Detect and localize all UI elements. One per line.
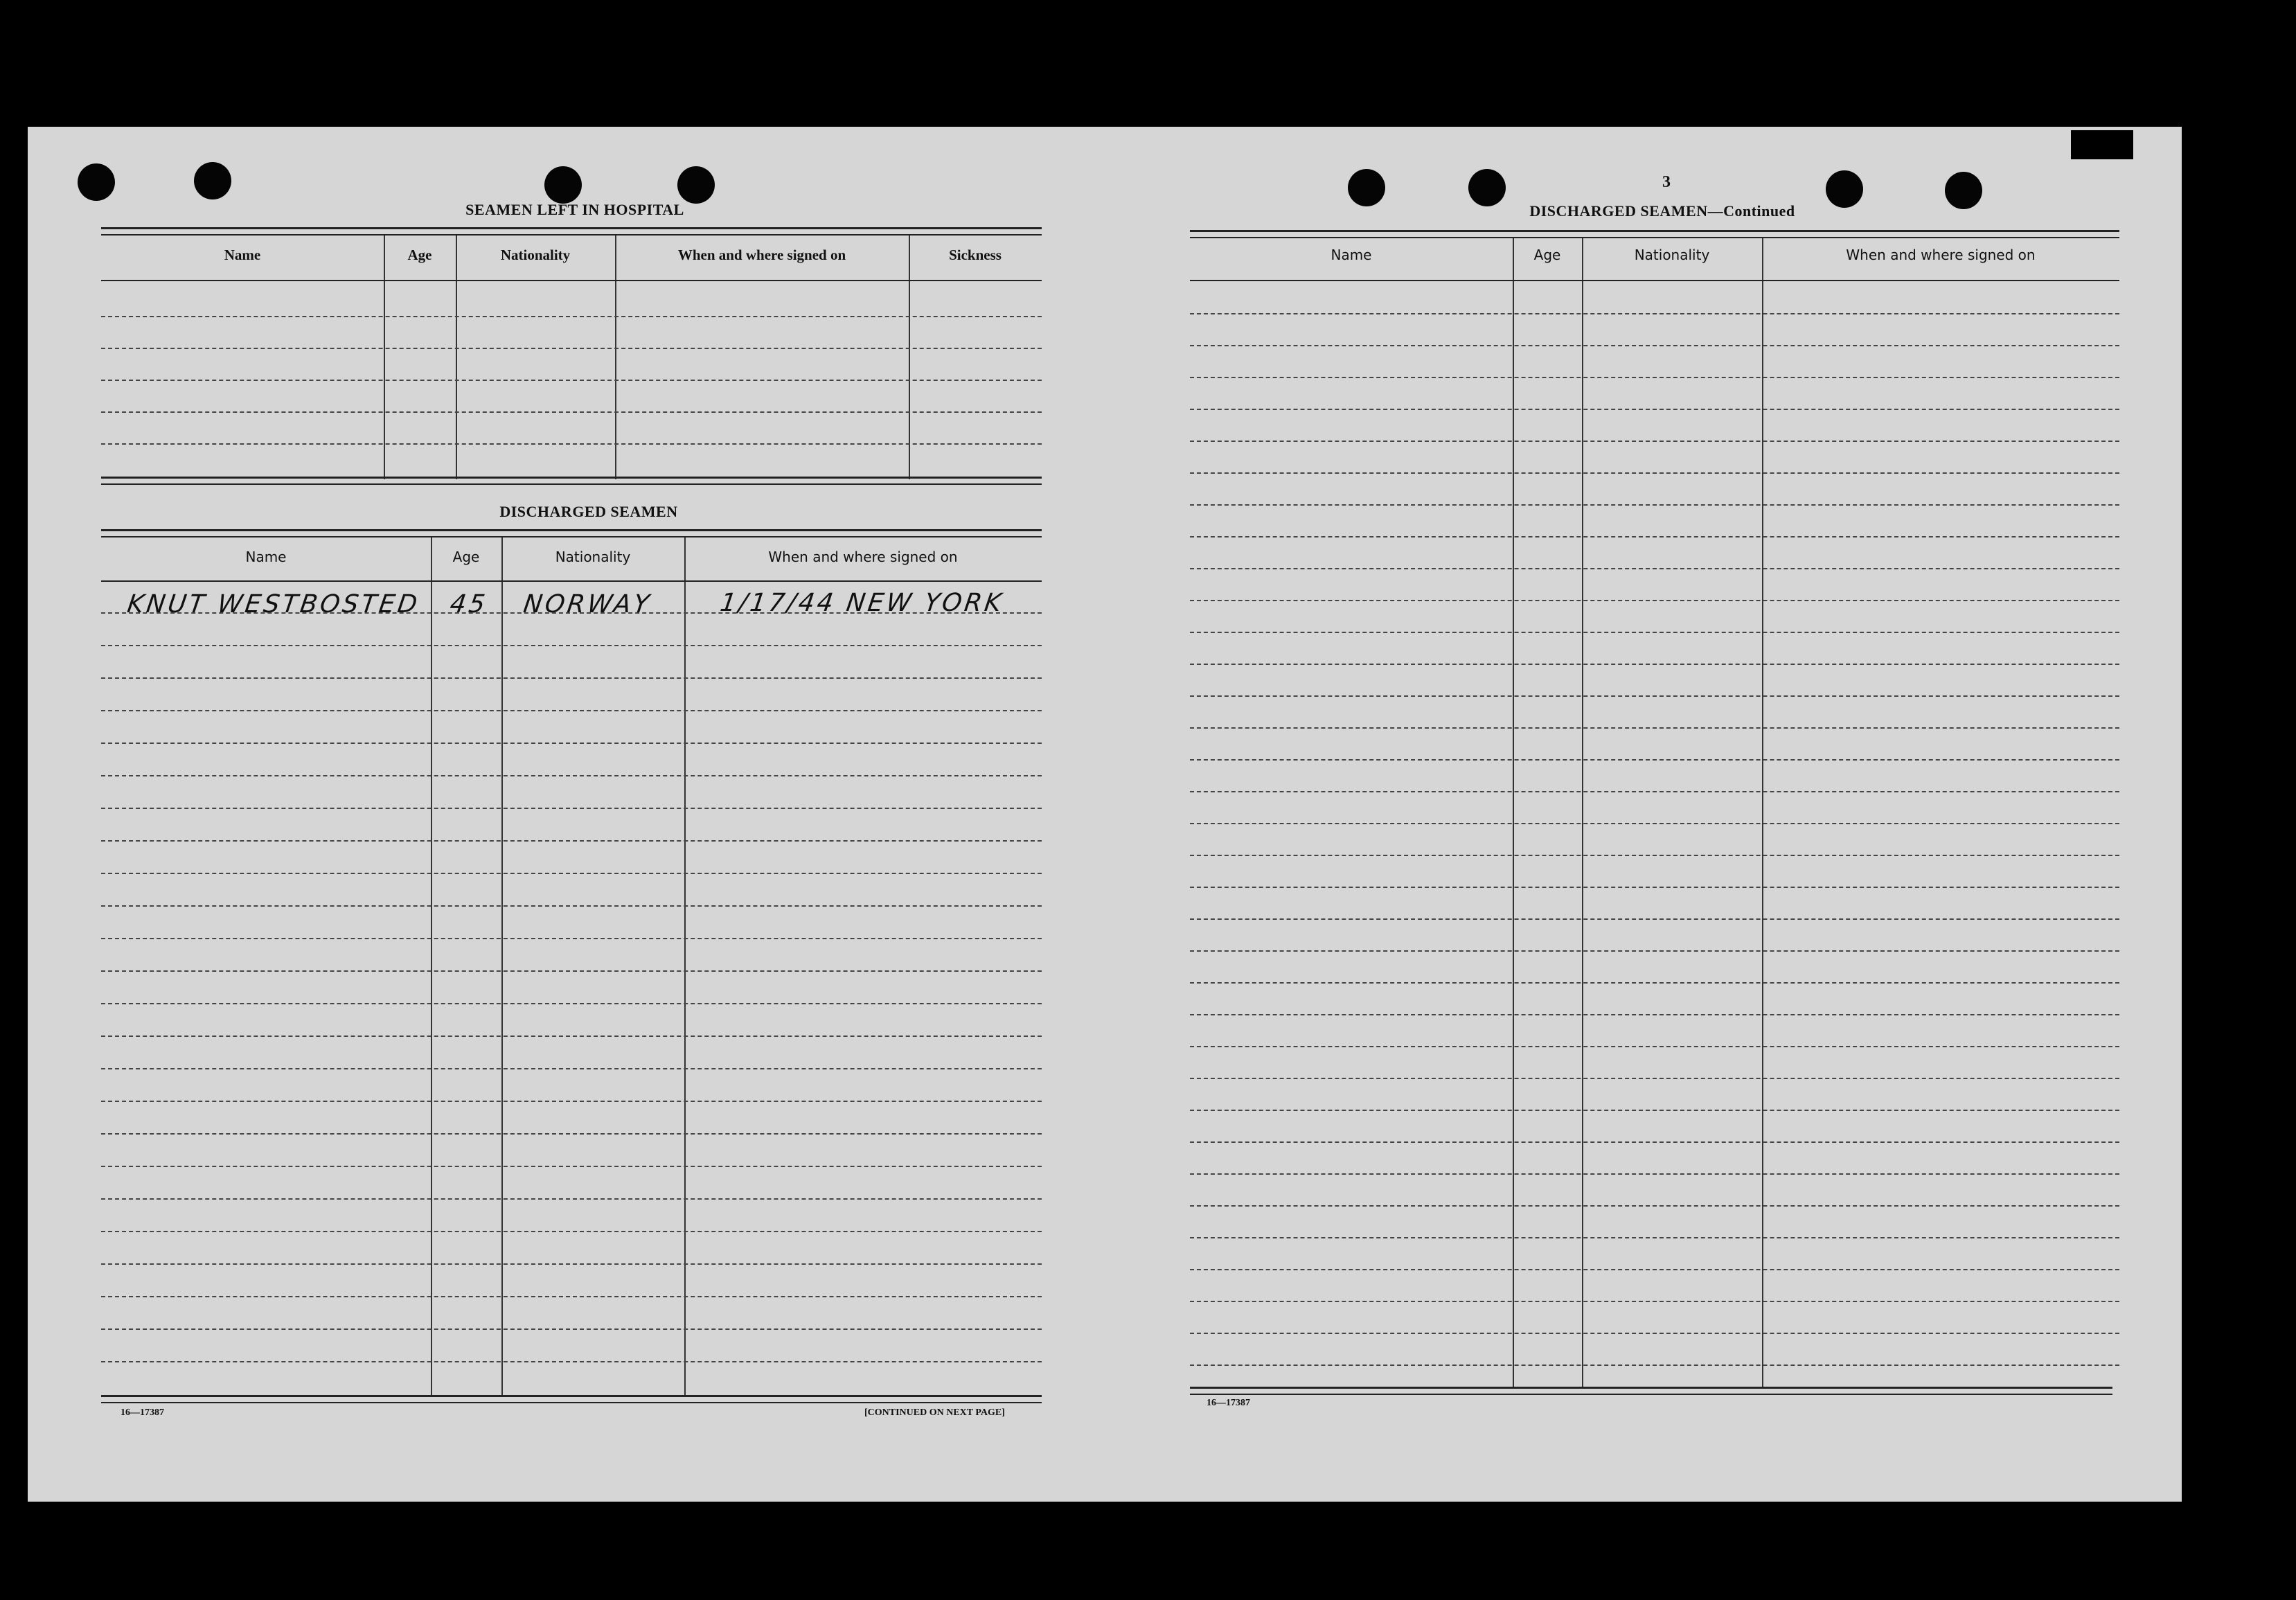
rule — [101, 536, 1042, 537]
row-line — [1190, 472, 2119, 474]
row-line — [1190, 1078, 2119, 1079]
punch-hole — [194, 162, 231, 199]
rule — [101, 227, 1042, 229]
continued-note: [CONTINUED ON NEXT PAGE] — [864, 1407, 1005, 1418]
row-line — [1190, 664, 2119, 665]
row-line — [101, 1166, 1042, 1167]
rule — [1190, 1394, 2112, 1395]
row-line — [101, 1101, 1042, 1102]
column-header: When and where signed on — [1846, 247, 2036, 263]
column-header: Age — [407, 247, 432, 263]
row-line — [1190, 1110, 2119, 1111]
column-divider — [431, 537, 432, 1396]
row-line — [101, 873, 1042, 874]
row-line — [101, 316, 1042, 317]
row-line — [101, 612, 1042, 614]
rule — [101, 477, 1042, 479]
row-line — [101, 775, 1042, 776]
row-line — [1190, 632, 2119, 633]
column-header: Name — [1331, 247, 1372, 263]
row-line — [1190, 377, 2119, 378]
row-line — [1190, 504, 2119, 506]
row-line — [1190, 441, 2119, 442]
row-line — [101, 1133, 1042, 1135]
punch-hole — [677, 166, 715, 204]
row-line — [101, 808, 1042, 809]
row-line — [101, 677, 1042, 679]
column-header: Nationality — [1634, 247, 1710, 263]
row-line — [101, 1035, 1042, 1037]
row-line — [101, 1296, 1042, 1297]
header-rule — [101, 280, 1042, 281]
punch-hole — [1348, 169, 1385, 206]
row-line — [1190, 313, 2119, 314]
row-line — [101, 380, 1042, 381]
row-line — [101, 1263, 1042, 1265]
seaman-age: 45 — [448, 590, 490, 619]
row-line — [1190, 1237, 2119, 1238]
row-line — [1190, 982, 2119, 984]
row-line — [101, 348, 1042, 349]
row-line — [1190, 409, 2119, 410]
form-number: 16—17387 — [121, 1407, 164, 1418]
rule — [101, 234, 1042, 235]
form-number: 16—17387 — [1207, 1398, 1250, 1408]
row-line — [101, 840, 1042, 842]
punch-hole — [78, 163, 115, 201]
seaman-signed-on: 1/17/44 NEW YORK — [718, 589, 1006, 617]
row-line — [1190, 1333, 2119, 1334]
column-header: Age — [452, 549, 480, 565]
punch-hole — [1468, 169, 1506, 206]
column-header: Nationality — [555, 549, 631, 565]
row-line — [1190, 1046, 2119, 1047]
row-line — [101, 1231, 1042, 1232]
column-divider — [1582, 238, 1583, 1388]
column-header: Age — [1533, 247, 1561, 263]
row-line — [1190, 695, 2119, 697]
row-line — [1190, 887, 2119, 888]
row-line — [101, 1198, 1042, 1200]
rule — [1190, 237, 2119, 238]
row-line — [1190, 791, 2119, 792]
section-title: DISCHARGED SEAMEN — [1529, 202, 1708, 220]
column-divider — [684, 537, 686, 1396]
row-line — [101, 710, 1042, 711]
column-header: Sickness — [949, 247, 1002, 263]
row-line — [101, 905, 1042, 907]
row-line — [1190, 1173, 2119, 1175]
hospital-section-title: SEAMEN LEFT IN HOSPITAL — [465, 201, 684, 218]
column-divider — [1762, 238, 1763, 1388]
section-title-suffix: —Continued — [1707, 202, 1795, 220]
rule — [1190, 1387, 2112, 1389]
row-line — [101, 1068, 1042, 1069]
column-header: Nationality — [500, 247, 571, 263]
rule — [101, 483, 1042, 485]
page-number: 3 — [1662, 173, 1671, 191]
row-line — [1190, 1269, 2119, 1270]
discharged-section-title: DISCHARGED SEAMEN — [499, 503, 678, 520]
rule — [101, 1402, 1042, 1403]
rule — [1190, 230, 2119, 232]
row-line — [1190, 536, 2119, 537]
row-line — [1190, 918, 2119, 920]
discharged-continued-title — [1489, 202, 1835, 220]
row-line — [1190, 1141, 2119, 1143]
punch-hole — [1945, 172, 1982, 209]
row-line — [1190, 727, 2119, 729]
row-line — [101, 938, 1042, 939]
row-line — [1190, 1301, 2119, 1302]
row-line — [1190, 568, 2119, 569]
punch-hole — [544, 166, 582, 204]
column-header: When and where signed on — [677, 247, 846, 263]
seaman-name: KNUT WESTBOSTED — [125, 590, 422, 619]
column-header: Name — [224, 247, 261, 263]
row-line — [1190, 600, 2119, 601]
row-line — [1190, 345, 2119, 346]
rule — [101, 529, 1042, 531]
row-line — [101, 970, 1042, 972]
row-line — [1190, 823, 2119, 824]
column-divider — [501, 537, 503, 1396]
column-header: When and where signed on — [768, 549, 958, 565]
row-line — [101, 1003, 1042, 1004]
column-divider — [1513, 238, 1514, 1388]
row-line — [1190, 950, 2119, 952]
row-line — [1190, 1205, 2119, 1207]
row-line — [101, 743, 1042, 744]
row-line — [1190, 1014, 2119, 1015]
column-header: Name — [245, 549, 287, 565]
row-line — [1190, 855, 2119, 856]
header-rule — [101, 580, 1042, 582]
row-line — [101, 443, 1042, 445]
row-line — [101, 645, 1042, 646]
seaman-nationality: NORWAY — [522, 590, 654, 619]
rule — [101, 1395, 1042, 1397]
row-line — [101, 1361, 1042, 1362]
row-line — [101, 411, 1042, 413]
header-rule — [1190, 280, 2119, 281]
torn-corner — [2071, 130, 2133, 159]
row-line — [101, 1328, 1042, 1330]
row-line — [1190, 759, 2119, 761]
row-line — [1190, 1365, 2119, 1366]
